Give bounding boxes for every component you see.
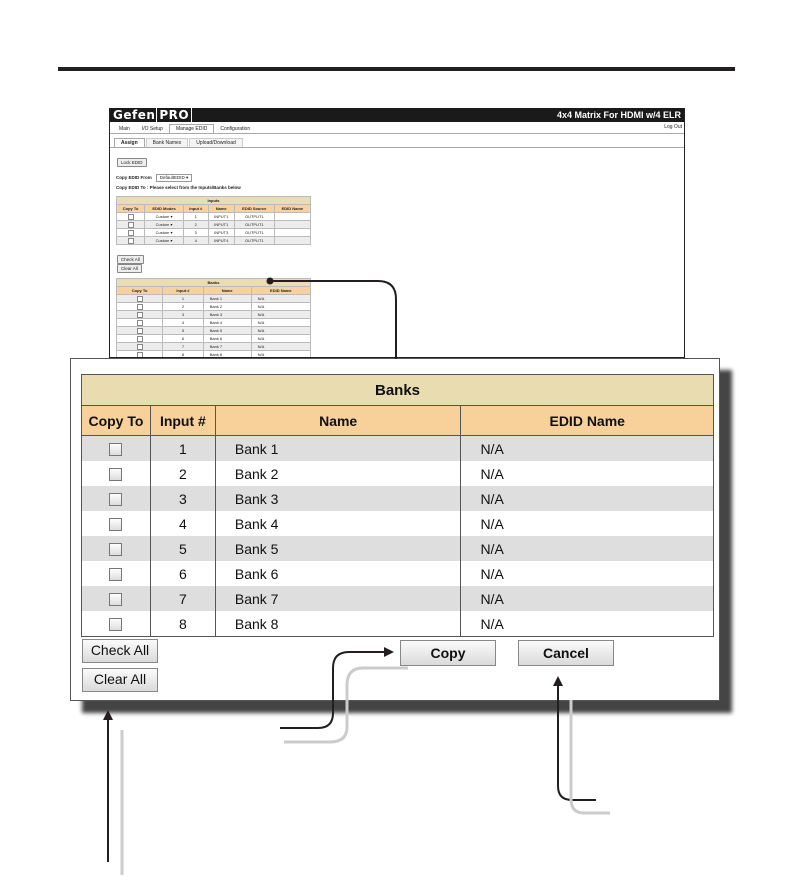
mini-check-all-button[interactable]: Check All bbox=[117, 255, 144, 264]
mini-edid-mode-select[interactable]: Custom ▾ bbox=[145, 237, 184, 245]
bank-number: 5 bbox=[150, 536, 215, 561]
mini-edid-mode-value: Custom bbox=[155, 214, 170, 219]
mini-input-number: 1 bbox=[183, 213, 208, 221]
mini-edid-mode-value: Custom bbox=[155, 238, 170, 243]
lock-edid-button[interactable]: Lock EDID bbox=[117, 158, 147, 167]
mini-bank-edid-name: N/A bbox=[251, 311, 310, 319]
mini-input-number: 3 bbox=[183, 229, 208, 237]
bank-number: 4 bbox=[150, 511, 215, 536]
bank-number: 6 bbox=[150, 561, 215, 586]
product-title: 4x4 Matrix For HDMI w/4 ELR bbox=[556, 110, 681, 120]
mini-bank-name: Bank 8 bbox=[203, 351, 251, 359]
clear-all-button[interactable]: Clear All bbox=[82, 668, 158, 692]
bank-number: 7 bbox=[150, 586, 215, 611]
mini-bank-number: 3 bbox=[163, 311, 203, 319]
mini-bank-name: Bank 1 bbox=[203, 295, 251, 303]
subtab-bank-names[interactable]: Bank Names bbox=[146, 138, 189, 147]
bank-name: Bank 8 bbox=[215, 611, 461, 637]
mini-bank-number: 6 bbox=[163, 335, 203, 343]
mini-clear-all-button[interactable]: Clear All bbox=[117, 264, 142, 273]
mini-banks-caption: Banks bbox=[117, 279, 311, 287]
bank-edid-name: N/A bbox=[461, 536, 714, 561]
bank-name: Bank 5 bbox=[215, 536, 461, 561]
subtab-assign[interactable]: Assign bbox=[114, 138, 145, 147]
mini-inputs-header: EDID Name bbox=[274, 205, 310, 213]
mini-input-name: INPUT1 bbox=[208, 221, 234, 229]
bank-name: Bank 6 bbox=[215, 561, 461, 586]
bank-edid-name: N/A bbox=[461, 561, 714, 586]
mini-inputs-header: EDID Source bbox=[234, 205, 274, 213]
zoom-connector-line bbox=[267, 278, 397, 360]
bank-name: Bank 2 bbox=[215, 461, 461, 486]
bank-number: 1 bbox=[150, 436, 215, 462]
mini-bank-edid-name: N/A bbox=[251, 295, 310, 303]
mini-bank-edid-name: N/A bbox=[251, 303, 310, 311]
mini-bank-edid-name: N/A bbox=[251, 343, 310, 351]
bank-edid-name: N/A bbox=[461, 461, 714, 486]
copy-callout-line bbox=[280, 652, 408, 742]
mini-bank-number: 1 bbox=[163, 295, 203, 303]
check-clear-callout-line bbox=[108, 712, 122, 875]
tab-manage-edid[interactable]: Manage EDID bbox=[169, 124, 214, 133]
mini-edid-mode-select[interactable]: Custom ▾ bbox=[145, 221, 184, 229]
mini-bank-name: Bank 3 bbox=[203, 311, 251, 319]
mini-bank-number: 8 bbox=[163, 351, 203, 359]
bank-edid-name: N/A bbox=[461, 586, 714, 611]
mini-inputs-header: Copy To bbox=[117, 205, 145, 213]
column-header-copy-to: Copy To bbox=[82, 406, 151, 436]
mini-edid-source: OUTPUT1 bbox=[234, 221, 274, 229]
cancel-button[interactable]: Cancel bbox=[518, 640, 614, 666]
mini-input-name: INPUT4 bbox=[208, 237, 234, 245]
mini-edid-source: OUTPUT1 bbox=[234, 213, 274, 221]
mini-bank-name: Bank 2 bbox=[203, 303, 251, 311]
mini-bank-edid-name: N/A bbox=[251, 327, 310, 335]
bank-name: Bank 7 bbox=[215, 586, 461, 611]
cancel-callout-line bbox=[558, 678, 610, 813]
mini-bank-name: Bank 7 bbox=[203, 343, 251, 351]
mini-bank-number: 4 bbox=[163, 319, 203, 327]
tab-configuration[interactable]: Configuration bbox=[220, 126, 251, 132]
mini-bank-number: 5 bbox=[163, 327, 203, 335]
mini-bank-number: 7 bbox=[163, 343, 203, 351]
banks-caption: Banks bbox=[82, 375, 714, 406]
mini-bank-name: Bank 4 bbox=[203, 319, 251, 327]
mini-edid-source: OUTPUT1 bbox=[234, 237, 274, 245]
gefen-logo: Gefen PRO bbox=[113, 108, 192, 122]
copy-to-label: Copy EDID To : Please select from the Inputs/Banks below bbox=[116, 185, 241, 190]
subtab-upload-download[interactable]: Upload/Download bbox=[189, 138, 242, 147]
mini-inputs-header: EDID Modes bbox=[145, 205, 184, 213]
bank-number: 8 bbox=[150, 611, 215, 637]
bank-number: 3 bbox=[150, 486, 215, 511]
bank-name: Bank 1 bbox=[215, 436, 461, 462]
bank-edid-name: N/A bbox=[461, 511, 714, 536]
bank-edid-name: N/A bbox=[461, 436, 714, 462]
column-header-name: Name bbox=[215, 406, 461, 436]
mini-banks-header: EDID Name bbox=[251, 287, 310, 295]
check-all-button[interactable]: Check All bbox=[82, 639, 158, 663]
column-header-input-number: Input # bbox=[150, 406, 215, 436]
mini-input-number: 2 bbox=[183, 221, 208, 229]
tab-io-setup[interactable]: I/O Setup bbox=[141, 126, 163, 132]
column-header-edid-name: EDID Name bbox=[461, 406, 714, 436]
mini-input-name: INPUT3 bbox=[208, 229, 234, 237]
mini-edid-mode-value: Custom bbox=[155, 222, 170, 227]
mini-edid-source: OUTPUT1 bbox=[234, 229, 274, 237]
mini-bank-name: Bank 6 bbox=[203, 335, 251, 343]
mini-bank-name: Bank 5 bbox=[203, 327, 251, 335]
mini-inputs-header: Input # bbox=[183, 205, 208, 213]
mini-banks-header: Name bbox=[203, 287, 251, 295]
copy-button[interactable]: Copy bbox=[400, 640, 496, 666]
tab-main[interactable]: Main bbox=[119, 126, 130, 132]
bank-name: Bank 3 bbox=[215, 486, 461, 511]
bank-edid-name: N/A bbox=[461, 486, 714, 511]
bank-edid-name: N/A bbox=[461, 611, 714, 637]
bank-name: Bank 4 bbox=[215, 511, 461, 536]
bank-number: 2 bbox=[150, 461, 215, 486]
mini-banks-header: Copy To bbox=[117, 287, 163, 295]
mini-bank-edid-name: N/A bbox=[251, 335, 310, 343]
mini-edid-mode-select[interactable]: Custom ▾ bbox=[145, 229, 184, 237]
copy-from-label: Copy EDID From DefaultEDID ▾ bbox=[116, 174, 192, 182]
mini-inputs-header: Name bbox=[208, 205, 234, 213]
inputs-caption: Inputs bbox=[117, 197, 311, 205]
mini-banks-header: Input # bbox=[163, 287, 203, 295]
mini-input-name: INPUT1 bbox=[208, 213, 234, 221]
mini-bank-edid-name: N/A bbox=[251, 351, 310, 359]
copy-from-select[interactable]: DefaultEDID ▾ bbox=[156, 174, 193, 182]
mini-bank-number: 2 bbox=[163, 303, 203, 311]
mini-bank-edid-name: N/A bbox=[251, 319, 310, 327]
mini-input-number: 4 bbox=[183, 237, 208, 245]
mini-edid-mode-value: Custom bbox=[155, 230, 170, 235]
logout-link[interactable]: Log Out bbox=[664, 124, 682, 130]
mini-edid-mode-select[interactable]: Custom ▾ bbox=[145, 213, 184, 221]
